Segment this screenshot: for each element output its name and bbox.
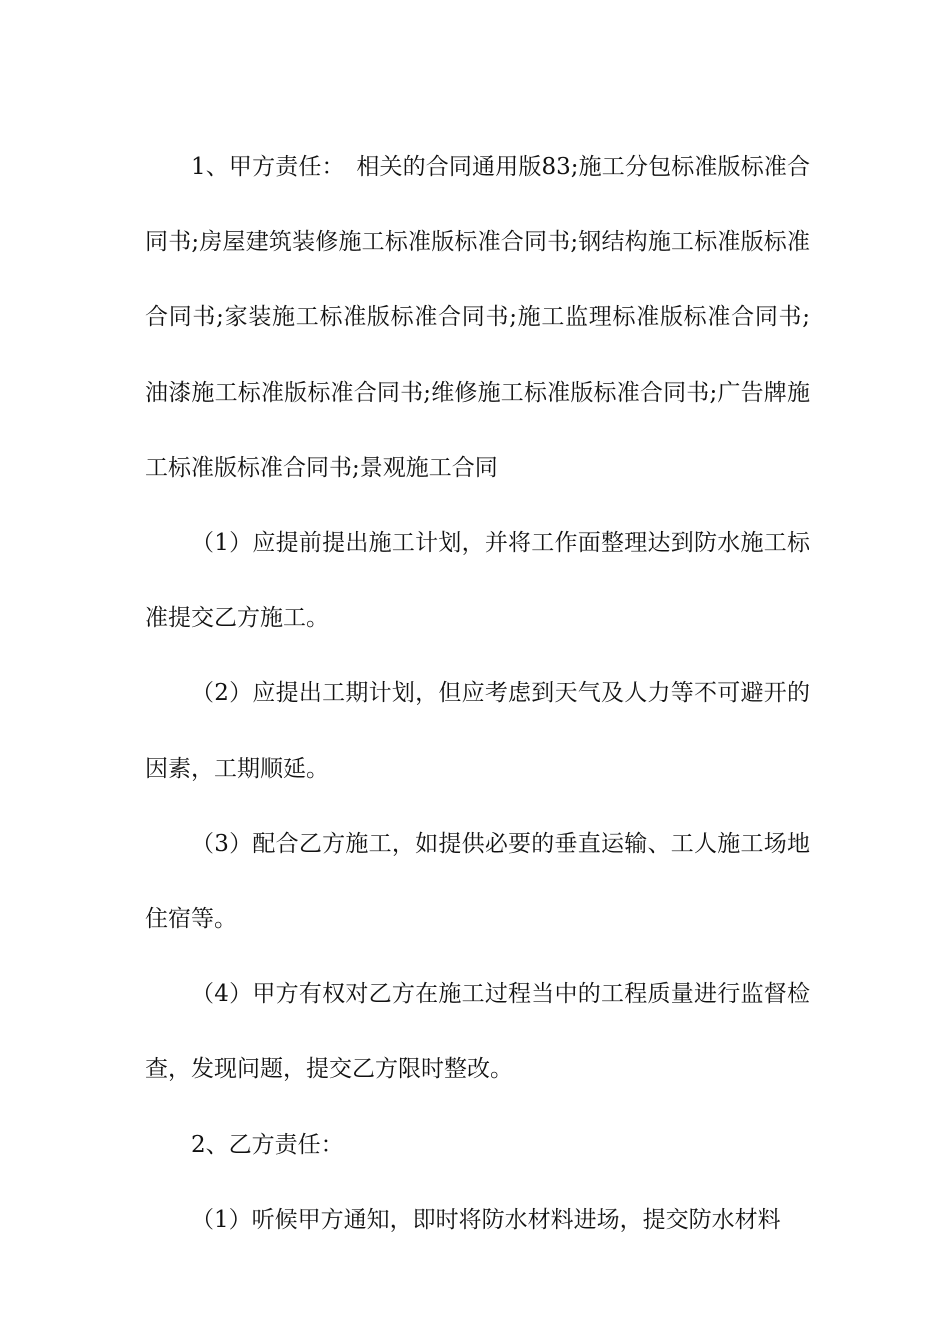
document-body [145,130,810,1258]
paragraph-party-a-item-1: （1）应提前提出施工计划，并将工作面整理达到防水施工标准提交乙方施工。 [145,530,810,632]
paragraph-party-a-item-3: （3）配合乙方施工，如提供必要的垂直运输、工人施工场地住宿等。 [145,830,810,933]
paragraph-party-a-item-4: （4）甲方有权对乙方在施工过程当中的工程质量进行监督检查，发现问题，提交乙方限时整改。 [145,981,810,1083]
paragraph-party-b-responsibility: 2、乙方责任： [191,1131,344,1158]
paragraph-party-a-responsibility: 1、甲方责任： 相关的合同通用版83;施工分包标准版标准合同书;房屋建筑装修施工标准版标准合同书;钢结构施工标准版标准合同书;家装施工标准版标准合同书;施工监理标准版标准合同书;油漆施工标准版标准合同书;维修施工标准版标准合同书;广告牌施工标准版标准合同书;景观施工合同 [145,154,810,481]
paragraph-party-a-item-2: （2）应提出工期计划，但应考虑到天气及人力等不可避开的因素，工期顺延。 [145,680,810,782]
paragraph-party-b-item-1: （1）听候甲方通知，即时将防水材料进场，提交防水材料 [191,1206,781,1233]
